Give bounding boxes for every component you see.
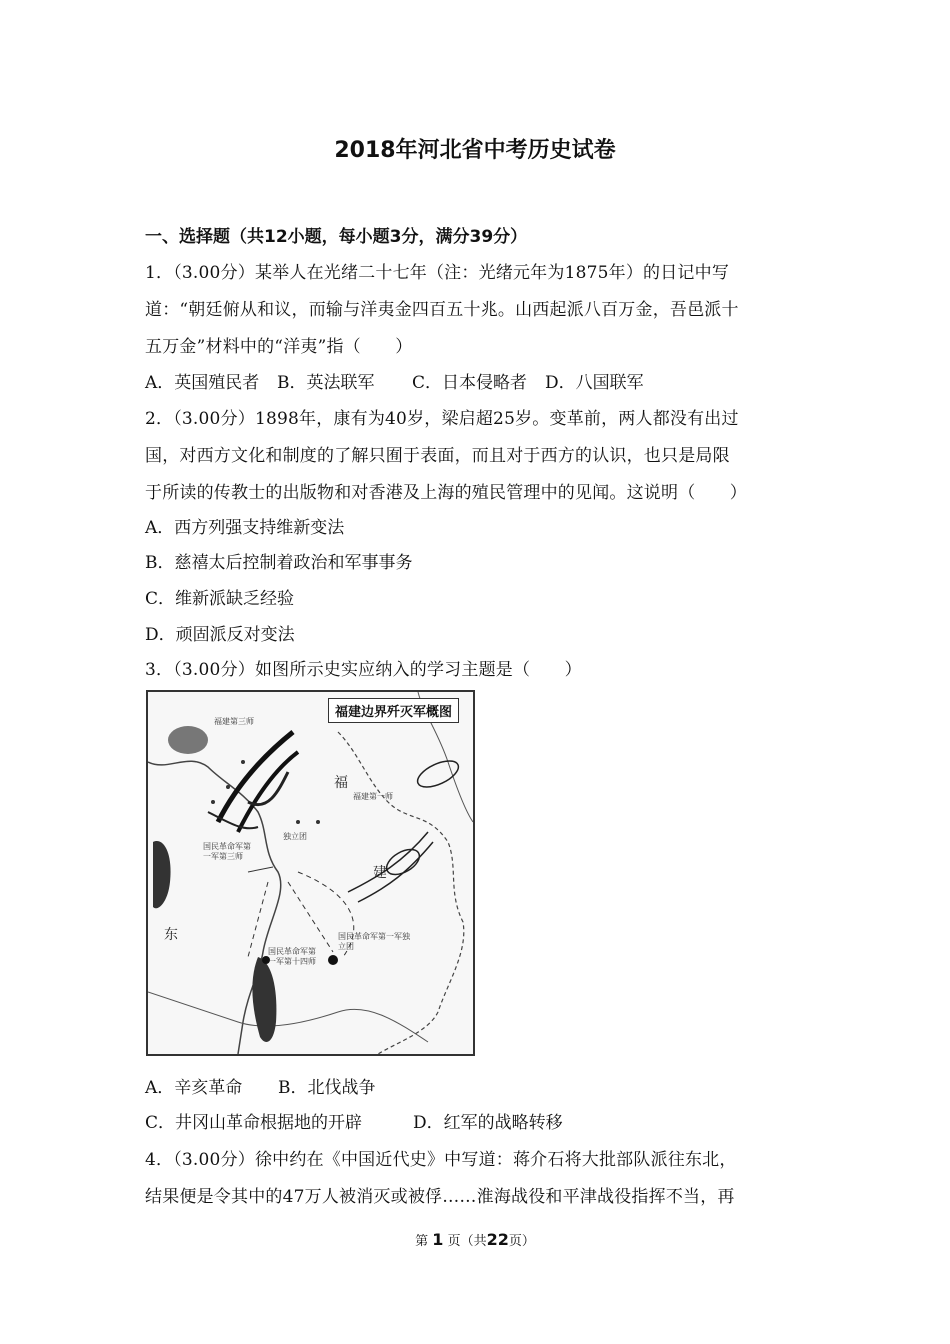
q3-stem: 3．（3.00分）如图所示史实应纳入的学习主题是（ ） <box>145 660 582 680</box>
q2-option-d: D．顽固派反对变法 <box>145 625 295 645</box>
map-label-fu: 福 <box>334 775 348 791</box>
q2-option-a: A．西方列强支持维新变法 <box>145 518 345 538</box>
q1-line: 1．（3.00分）某举人在光绪二十七年（注：光绪元年为1875年）的日记中写 <box>145 263 730 283</box>
q3-option-a: A．辛亥革命 <box>145 1078 243 1098</box>
q2-option-b: B．慈禧太后控制着政治和军事事务 <box>145 553 413 573</box>
map-unit-label: 福建第三师 <box>214 717 254 726</box>
page-title: 2018年河北省中考历史试卷 <box>334 138 616 163</box>
map-unit-label: 国民革命军第一军独立团 <box>338 932 410 951</box>
footer-total-pages: 22 <box>486 1230 509 1249</box>
q3-option-b: B．北伐战争 <box>278 1078 376 1098</box>
q1-line: 五万金”材料中的“洋夷”指（ ） <box>145 337 413 357</box>
q2-line: 2．（3.00分）1898年，康有为40岁，梁启超25岁。变革前，两人都没有出过 <box>145 409 739 429</box>
section-heading: 一、选择题（共12小题，每小题3分，满分39分） <box>145 227 528 247</box>
map-label-dong: 东 <box>164 927 178 943</box>
footer-prefix: 第 <box>415 1234 429 1249</box>
q2-option-c: C．维新派缺乏经验 <box>145 589 295 609</box>
q4-line: 结果便是令其中的47万人被消灭或被俘……淮海战役和平津战役指挥不当，再 <box>145 1187 735 1207</box>
map-unit-label: 独立团 <box>283 832 307 841</box>
q4-line: 4．（3.00分）徐中约在《中国近代史》中写道：蒋介石将大批部队派往东北， <box>145 1150 737 1170</box>
map-title: 福建边界歼灭军概图 <box>328 698 459 723</box>
map-label-jian: 建 <box>373 865 387 881</box>
q2-line: 国，对西方文化和制度的了解只囿于表面，而且对于西方的认识，也只是局限 <box>145 446 730 466</box>
q1-option-a: A．英国殖民者 <box>145 373 260 393</box>
historical-map <box>146 690 475 1056</box>
q2-line: 于所读的传教士的出版物和对香港及上海的殖民管理中的见闻。这说明（ ） <box>145 483 747 503</box>
footer-middle: 页（共 <box>447 1234 487 1249</box>
footer-page-number: 1 <box>432 1230 444 1249</box>
q3-option-c: C．井冈山革命根据地的开辟 <box>145 1113 363 1133</box>
footer-suffix: 页） <box>508 1234 535 1249</box>
q1-option-c: C．日本侵略者 <box>412 373 528 393</box>
map-unit-label: 国民革命军第一军第三师 <box>203 842 251 861</box>
q3-option-d: D．红军的战略转移 <box>413 1113 563 1133</box>
map-unit-label: 国民革命军第一军第十四师 <box>268 947 316 966</box>
q1-option-b: B．英法联军 <box>277 373 375 393</box>
page-footer <box>0 1230 950 1249</box>
q1-option-d: D．八国联军 <box>545 373 644 393</box>
map-drawing <box>148 692 473 1054</box>
q1-line: 道：“朝廷俯从和议，而输与洋夷金四百五十兆。山西起派八百万金，吾邑派十 <box>145 300 739 320</box>
map-unit-label: 福建第一师 <box>353 792 393 801</box>
